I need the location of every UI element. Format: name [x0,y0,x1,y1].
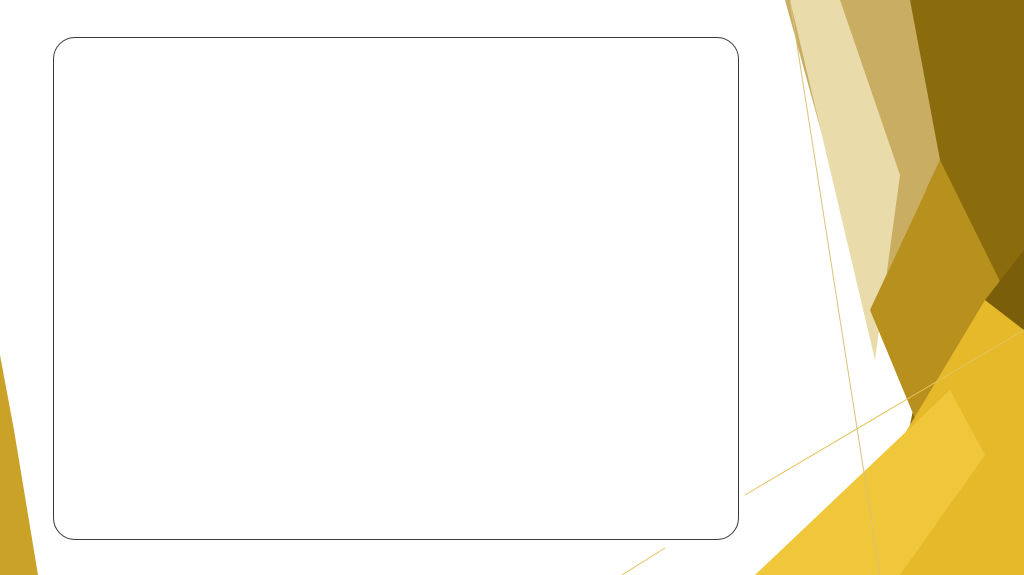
content-panel [53,37,739,540]
thin-line-3 [622,548,665,575]
left-edge-shape [0,355,38,575]
